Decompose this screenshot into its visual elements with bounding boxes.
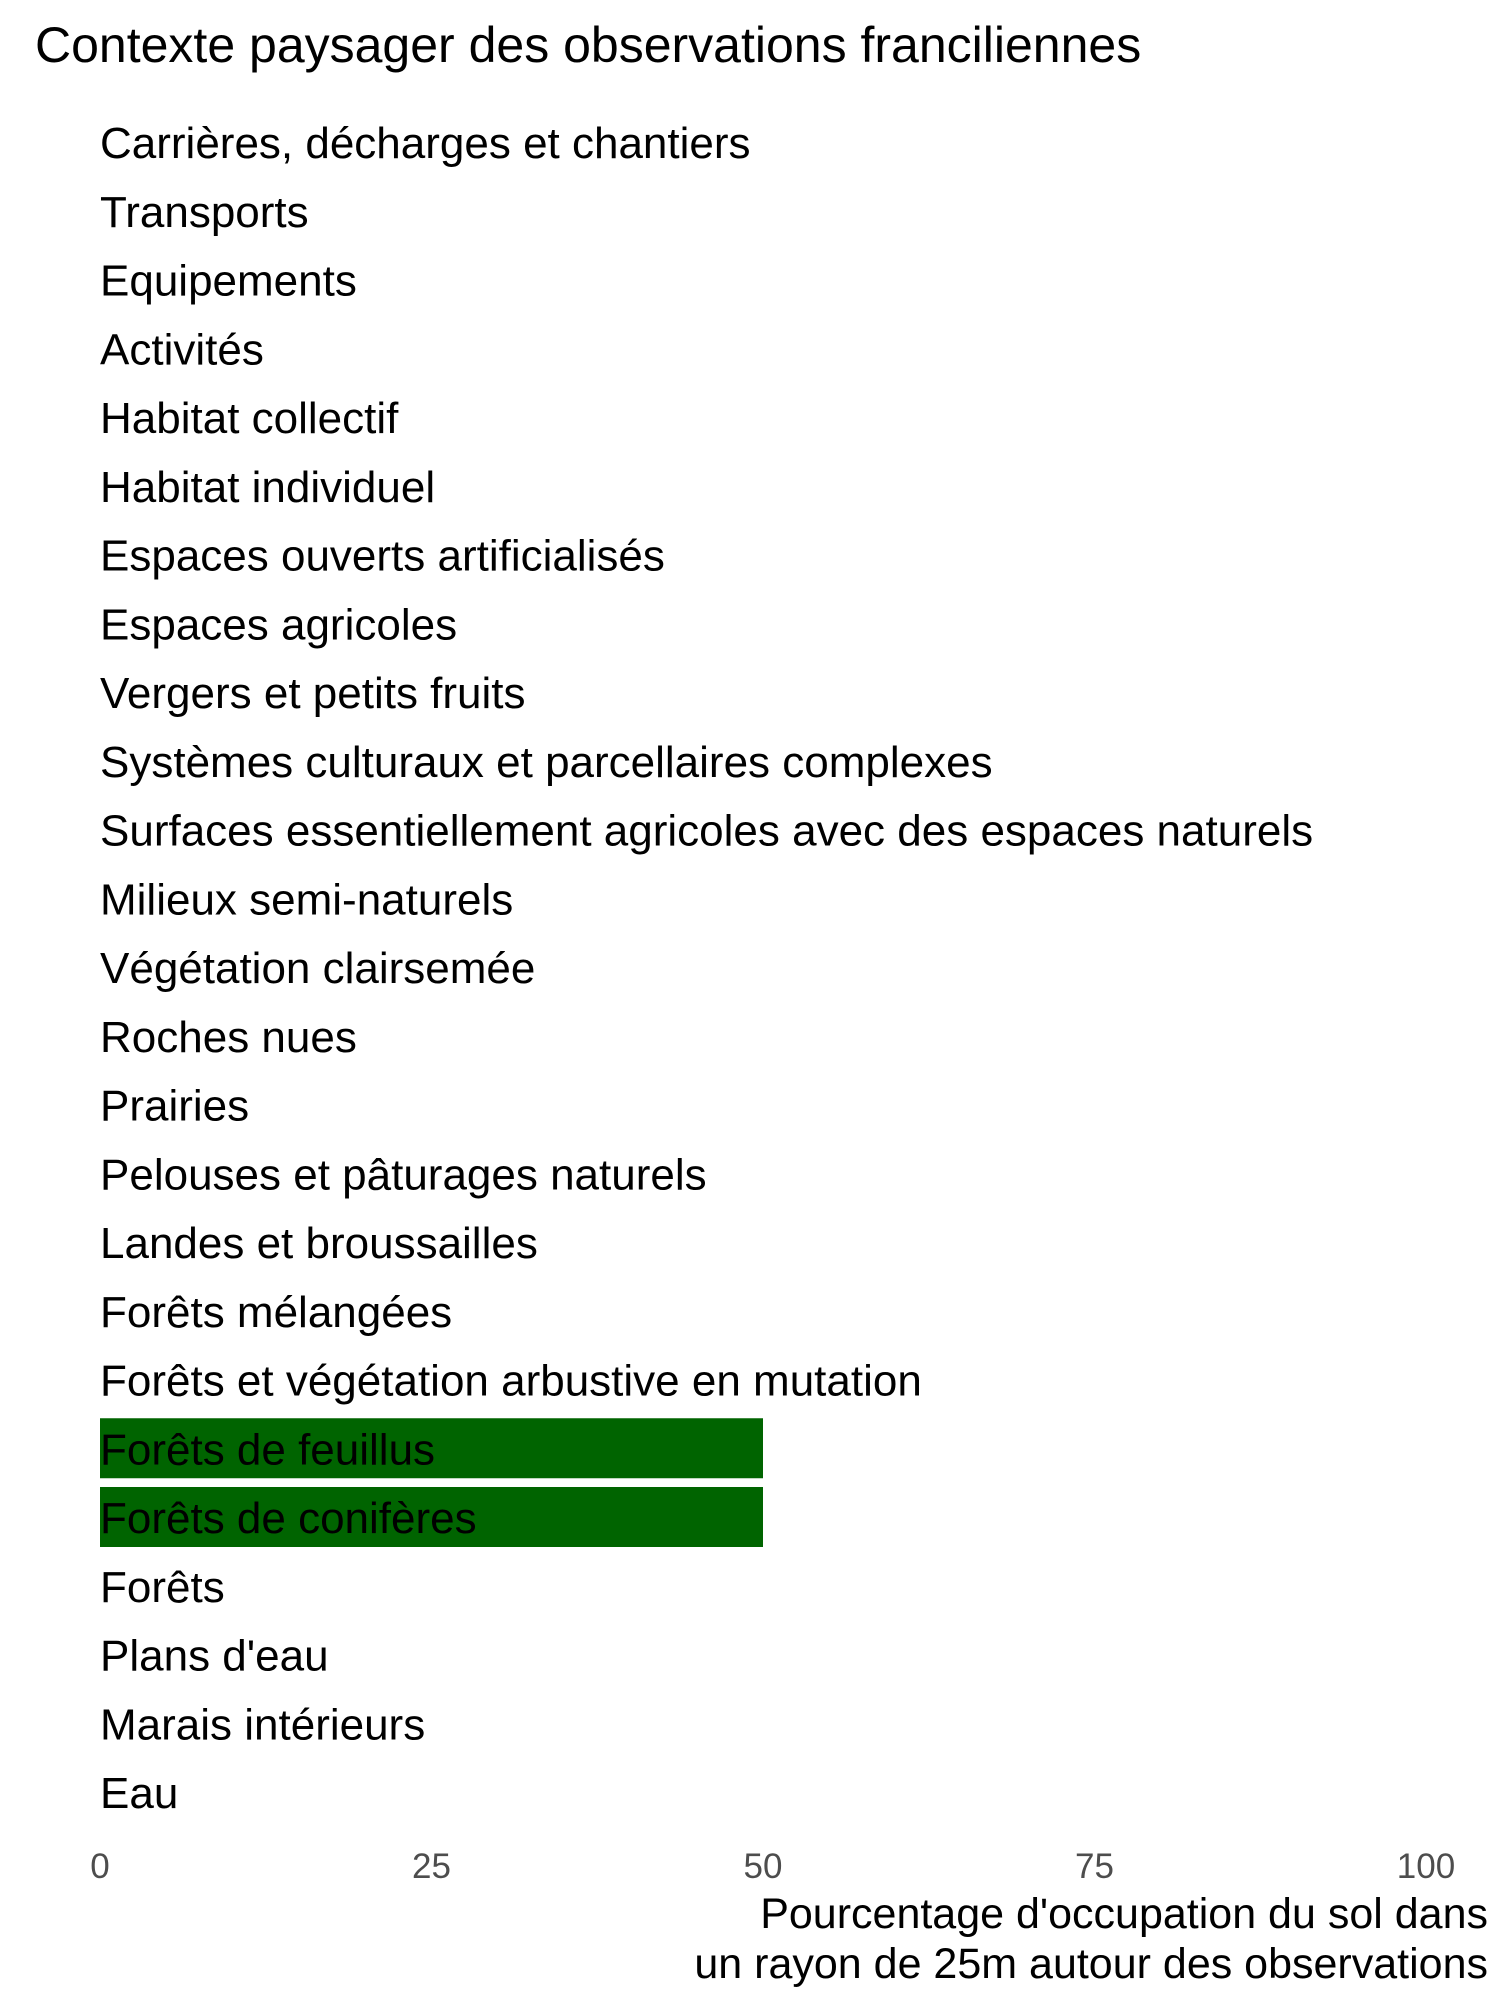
chart-title: Contexte paysager des observations franciliennes bbox=[35, 17, 1142, 73]
category-label-12: Végétation clairsemée bbox=[100, 944, 536, 993]
x-tick-labels-group bbox=[90, 1847, 1455, 1886]
x-tick-label-1: 25 bbox=[412, 1847, 451, 1886]
x-tick-label-0: 0 bbox=[90, 1847, 110, 1886]
category-label-2: Equipements bbox=[100, 256, 357, 306]
category-label-20: Forêts de conifères bbox=[100, 1494, 477, 1543]
category-label-9: Systèmes culturaux et parcellaires complexes bbox=[100, 737, 993, 787]
category-label-3: Activités bbox=[100, 325, 264, 375]
category-label-23: Marais intérieurs bbox=[100, 1700, 426, 1750]
category-label-14: Prairies bbox=[100, 1081, 250, 1131]
category-label-24: Eau bbox=[100, 1769, 179, 1818]
category-label-19: Forêts de feuillus bbox=[100, 1425, 436, 1475]
x-tick-label-2: 50 bbox=[743, 1847, 783, 1886]
x-tick-label-3: 75 bbox=[1075, 1847, 1114, 1886]
category-label-4: Habitat collectif bbox=[100, 394, 399, 443]
x-axis-title-line-1: Pourcentage d'occupation du sol dans bbox=[760, 1890, 1488, 1938]
category-label-17: Forêts mélangées bbox=[100, 1287, 453, 1337]
category-labels-group bbox=[100, 119, 1313, 1818]
category-label-1: Transports bbox=[100, 187, 309, 237]
category-label-22: Plans d'eau bbox=[100, 1631, 329, 1681]
category-label-13: Roches nues bbox=[100, 1012, 357, 1062]
category-label-8: Vergers et petits fruits bbox=[100, 669, 526, 718]
category-label-16: Landes et broussailles bbox=[100, 1219, 538, 1268]
x-tick-label-4: 100 bbox=[1396, 1847, 1456, 1886]
category-label-21: Forêts bbox=[100, 1562, 225, 1612]
category-label-0: Carrières, décharges et chantiers bbox=[100, 119, 751, 168]
x-axis-title-line-2: un rayon de 25m autour des observations bbox=[694, 1940, 1488, 1988]
category-label-11: Milieux semi-naturels bbox=[100, 875, 514, 925]
category-label-15: Pelouses et pâturages naturels bbox=[100, 1150, 707, 1200]
category-label-5: Habitat individuel bbox=[100, 462, 436, 512]
category-label-6: Espaces ouverts artificialisés bbox=[100, 531, 665, 581]
category-label-7: Espaces agricoles bbox=[100, 600, 458, 650]
category-label-10: Surfaces essentiellement agricoles avec des espaces naturels bbox=[100, 806, 1314, 856]
category-label-18: Forêts et végétation arbustive en mutation bbox=[100, 1356, 922, 1406]
